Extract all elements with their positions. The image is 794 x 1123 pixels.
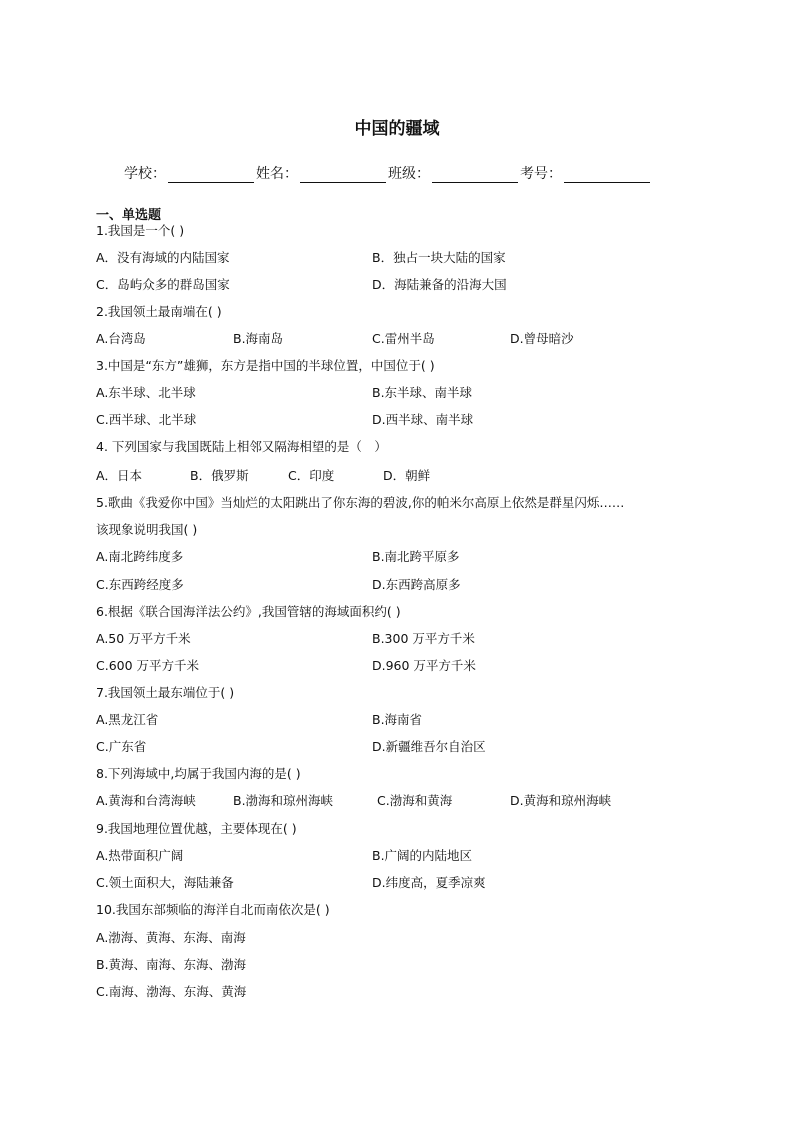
student-info-row bbox=[124, 163, 652, 183]
question-1-option-d: D．海陆兼备的沿海大国 bbox=[372, 277, 507, 292]
question-1-option-c: C．岛屿众多的群岛国家 bbox=[96, 277, 230, 292]
question-7-option-a: A.黑龙江省 bbox=[96, 712, 159, 727]
question-1-option-b: B．独占一块大陆的国家 bbox=[372, 250, 506, 265]
question-10-option-b: B.黄海、南海、东海、渤海 bbox=[96, 957, 247, 972]
question-3-option-a: A.东半球、北半球 bbox=[96, 385, 196, 400]
name-label: 姓名： bbox=[256, 166, 298, 182]
question-5-option-a: A.南北跨纬度多 bbox=[96, 549, 184, 564]
question-10-stem: 10.我国东部频临的海洋自北而南依次是( ) bbox=[96, 902, 330, 917]
name-blank bbox=[300, 166, 386, 183]
question-7-option-b: B.海南省 bbox=[372, 712, 423, 727]
school-label: 学校： bbox=[124, 166, 166, 182]
school-blank bbox=[168, 166, 254, 183]
question-1-option-a: A．没有海域的内陆国家 bbox=[96, 250, 230, 265]
question-2-stem: 2.我国领土最南端在( ) bbox=[96, 304, 222, 319]
question-8-stem: 8.下列海域中,均属于我国内海的是( ) bbox=[96, 766, 301, 781]
question-4-stem: 4. 下列国家与我国既陆上相邻又隔海相望的是（ ） bbox=[96, 439, 387, 454]
question-3-option-c: C.西半球、北半球 bbox=[96, 412, 197, 427]
question-3-stem: 3.中国是“东方”雄狮，东方是指中国的半球位置，中国位于( ) bbox=[96, 358, 435, 373]
question-9-option-c: C.领土面积大，海陆兼备 bbox=[96, 875, 234, 890]
question-10-option-a: A.渤海、黄海、东海、南海 bbox=[96, 930, 246, 945]
question-3-option-d: D.西半球、南半球 bbox=[372, 412, 474, 427]
question-5-option-c: C.东西跨经度多 bbox=[96, 577, 184, 592]
question-9-option-b: B.广阔的内陆地区 bbox=[372, 848, 473, 863]
exam-no-blank bbox=[564, 166, 650, 183]
class-blank bbox=[432, 166, 518, 183]
exam-no-label: 考号： bbox=[520, 166, 562, 182]
page-title: 中国的疆域 bbox=[354, 119, 440, 139]
question-9-option-d: D.纬度高，夏季凉爽 bbox=[372, 875, 486, 890]
question-7-option-d: D.新疆维吾尔自治区 bbox=[372, 739, 486, 754]
question-5-option-d: D.东西跨高原多 bbox=[372, 577, 461, 592]
question-5-option-b: B.南北跨平原多 bbox=[372, 549, 460, 564]
question-8-option-c: C.渤海和黄海 bbox=[377, 793, 453, 808]
question-4-option-c: C．印度 bbox=[288, 468, 335, 483]
question-2-option-a: A.台湾岛 bbox=[96, 331, 146, 346]
question-7-option-c: C.广东省 bbox=[96, 739, 147, 754]
question-4-option-d: D．朝鲜 bbox=[383, 468, 431, 483]
question-9-stem: 9.我国地理位置优越，主要体现在( ) bbox=[96, 821, 297, 836]
class-label: 班级： bbox=[388, 166, 430, 182]
question-6-option-d: D.960 万平方千米 bbox=[372, 658, 476, 673]
question-2-option-d: D.曾母暗沙 bbox=[510, 331, 574, 346]
question-6-option-a: A.50 万平方千米 bbox=[96, 631, 191, 646]
school-field bbox=[124, 163, 256, 183]
question-8-option-a: A.黄海和台湾海峡 bbox=[96, 793, 196, 808]
question-5-stem-continued: 该现象说明我国( ) bbox=[96, 522, 198, 537]
question-9-option-a: A.热带面积广阔 bbox=[96, 848, 184, 863]
question-1-stem: 1.我国是一个( ) bbox=[96, 223, 185, 238]
section-heading: 一、单选题 bbox=[96, 208, 162, 223]
question-3-option-b: B.东半球、南半球 bbox=[372, 385, 473, 400]
question-6-option-c: C.600 万平方千米 bbox=[96, 658, 200, 673]
question-5-stem: 5.歌曲《我爱你中国》当灿烂的太阳跳出了你东海的碧波,你的帕米尔高原上依然是群星闪烁…… bbox=[96, 495, 625, 510]
question-10-option-c: C.南海、渤海、东海、黄海 bbox=[96, 984, 247, 999]
question-8-option-d: D.黄海和琼州海峡 bbox=[510, 793, 612, 808]
question-4-option-a: A．日本 bbox=[96, 468, 143, 483]
question-8-option-b: B.渤海和琼州海峡 bbox=[233, 793, 334, 808]
question-6-stem: 6.根据《联合国海洋法公约》,我国管辖的海域面积约( ) bbox=[96, 604, 401, 619]
question-7-stem: 7.我国领土最东端位于( ) bbox=[96, 685, 235, 700]
class-field bbox=[388, 163, 520, 183]
question-2-option-c: C.雷州半岛 bbox=[372, 331, 435, 346]
exam-no-field bbox=[520, 163, 652, 183]
name-field bbox=[256, 163, 388, 183]
question-6-option-b: B.300 万平方千米 bbox=[372, 631, 475, 646]
question-4-option-b: B．俄罗斯 bbox=[190, 468, 249, 483]
question-2-option-b: B.海南岛 bbox=[233, 331, 284, 346]
